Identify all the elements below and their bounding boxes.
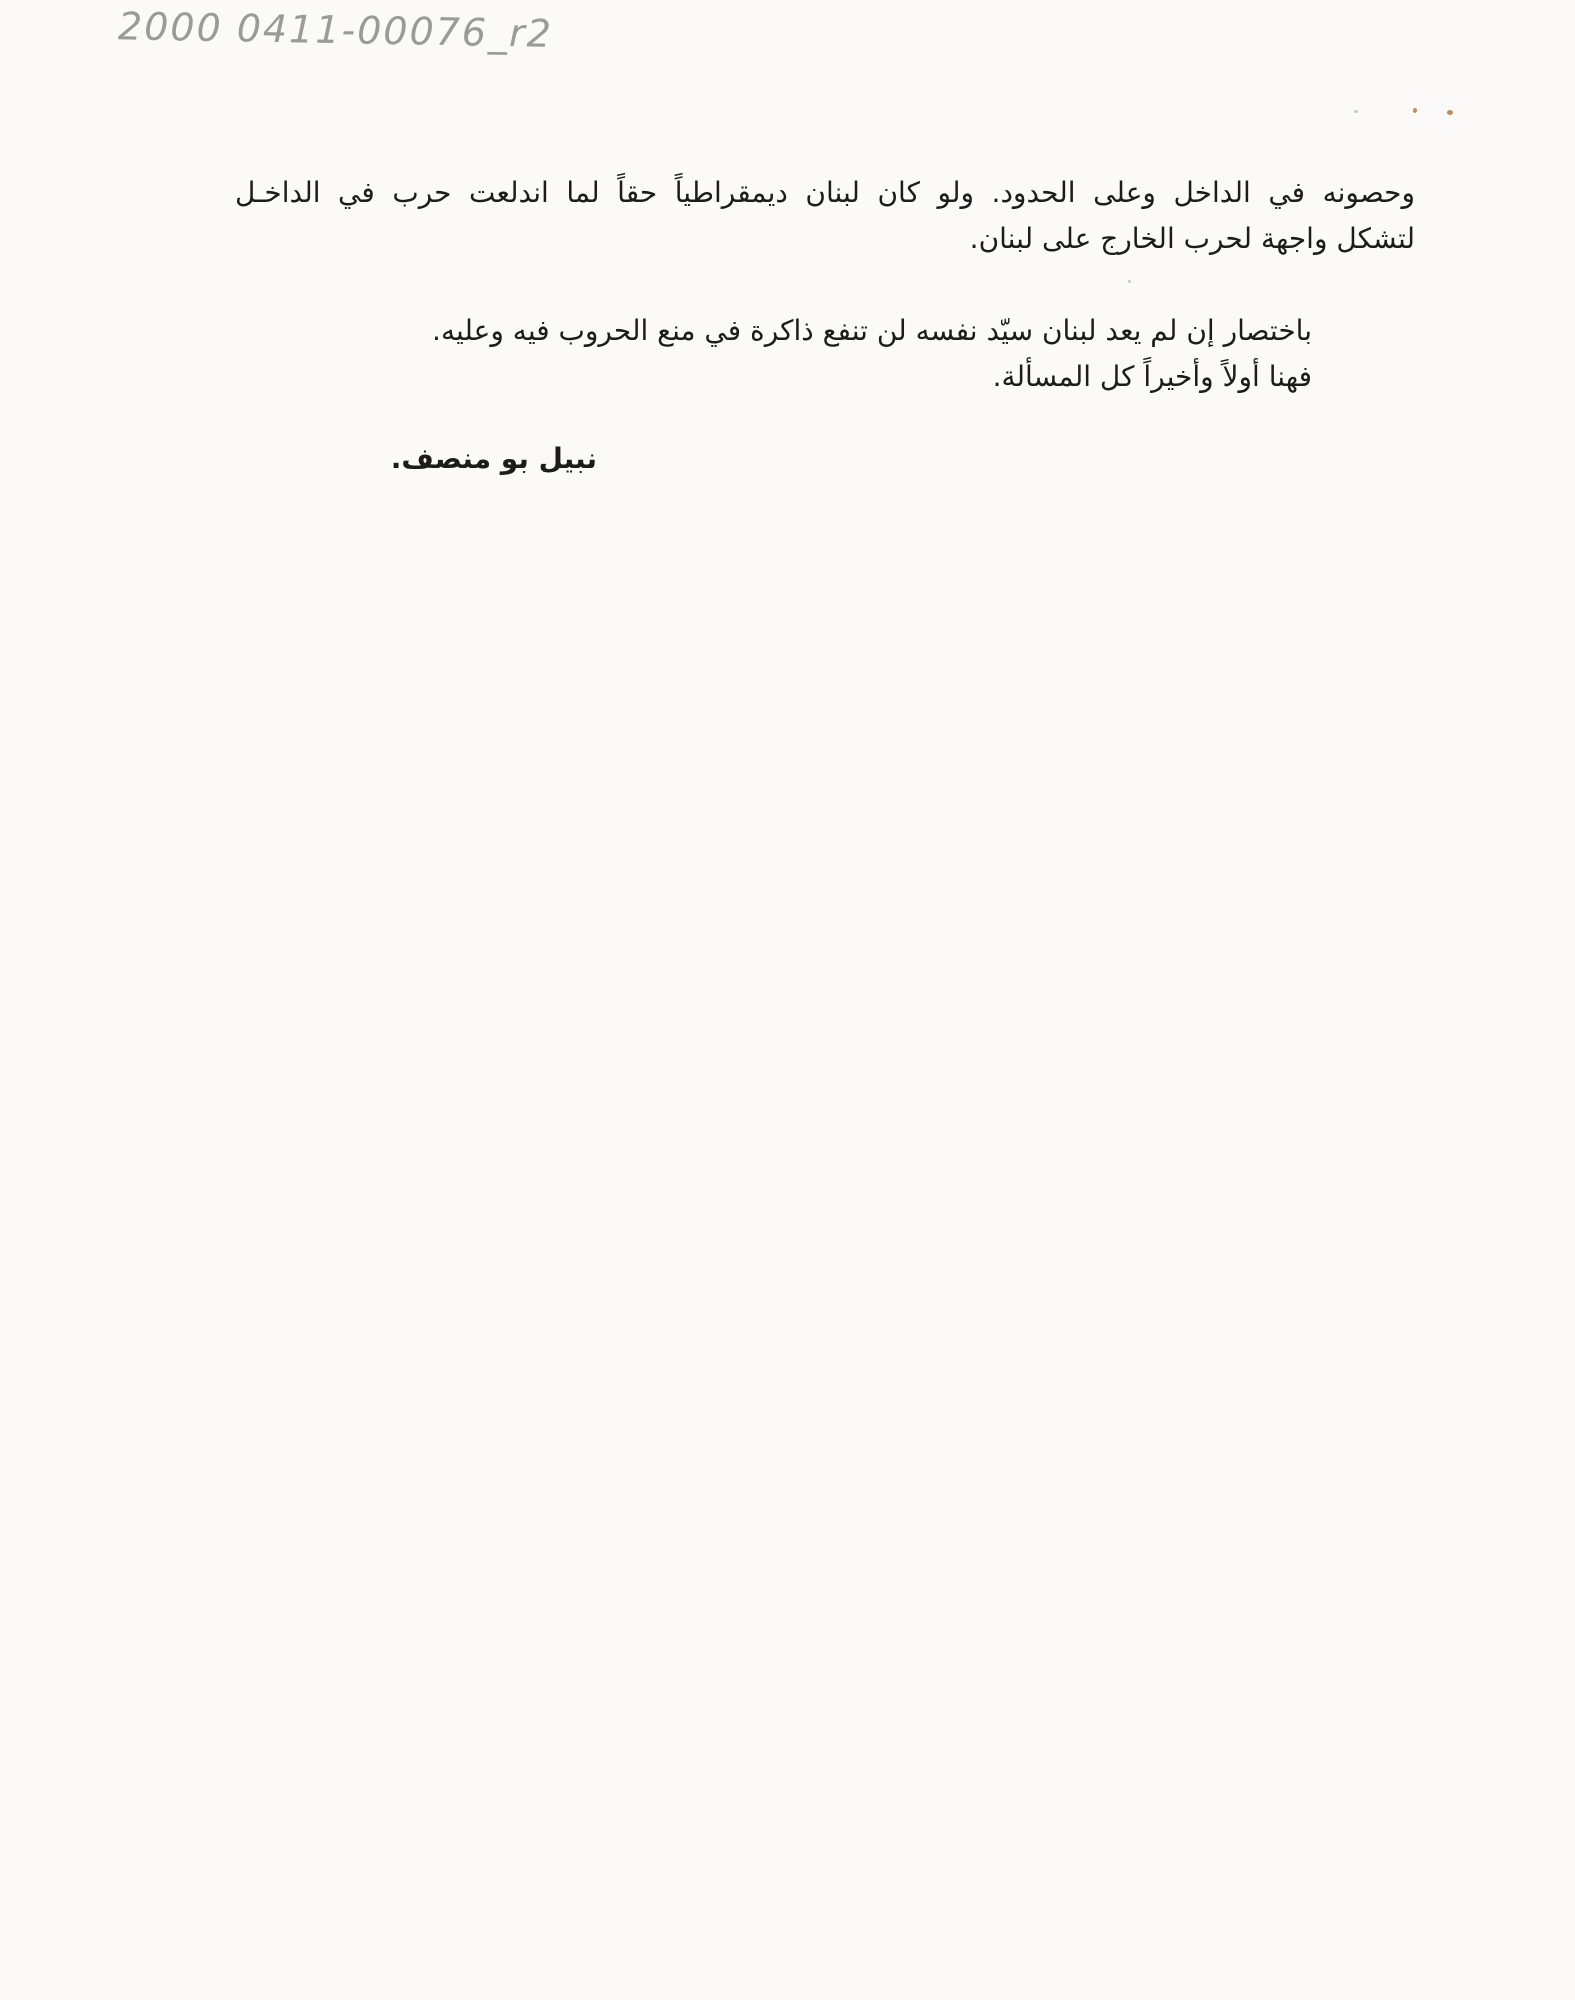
scan-speck bbox=[1354, 110, 1358, 113]
paragraph-1-line-2: لتشكل واجهة لحرب الخارج على لبنان. bbox=[969, 222, 1415, 255]
paragraph-2-line-1: باختصار إن لم يعد لبنان سيّد نفسه لن تنفع ذاكرة في منع الحروب فيه وعليه. bbox=[432, 314, 1312, 347]
author-signature: نبيل بو منصف. bbox=[390, 442, 597, 475]
scan-speck bbox=[1128, 280, 1131, 283]
scan-speck bbox=[1413, 108, 1417, 113]
handwritten-document-id: 2000 0411-00076_r2 bbox=[117, 4, 554, 56]
paragraph-1-line-1: وحصونه في الداخل وعلى الحدود. ولو كان لبنان ديمقراطياً حقاً لما اندلعت حرب في الداخـل bbox=[235, 176, 1415, 209]
paragraph-2 bbox=[432, 308, 1312, 400]
scan-speck bbox=[1447, 110, 1453, 115]
paragraph-1 bbox=[235, 170, 1415, 262]
paragraph-2-line-2: فهنا أولاً وأخيراً كل المسألة. bbox=[992, 360, 1312, 393]
